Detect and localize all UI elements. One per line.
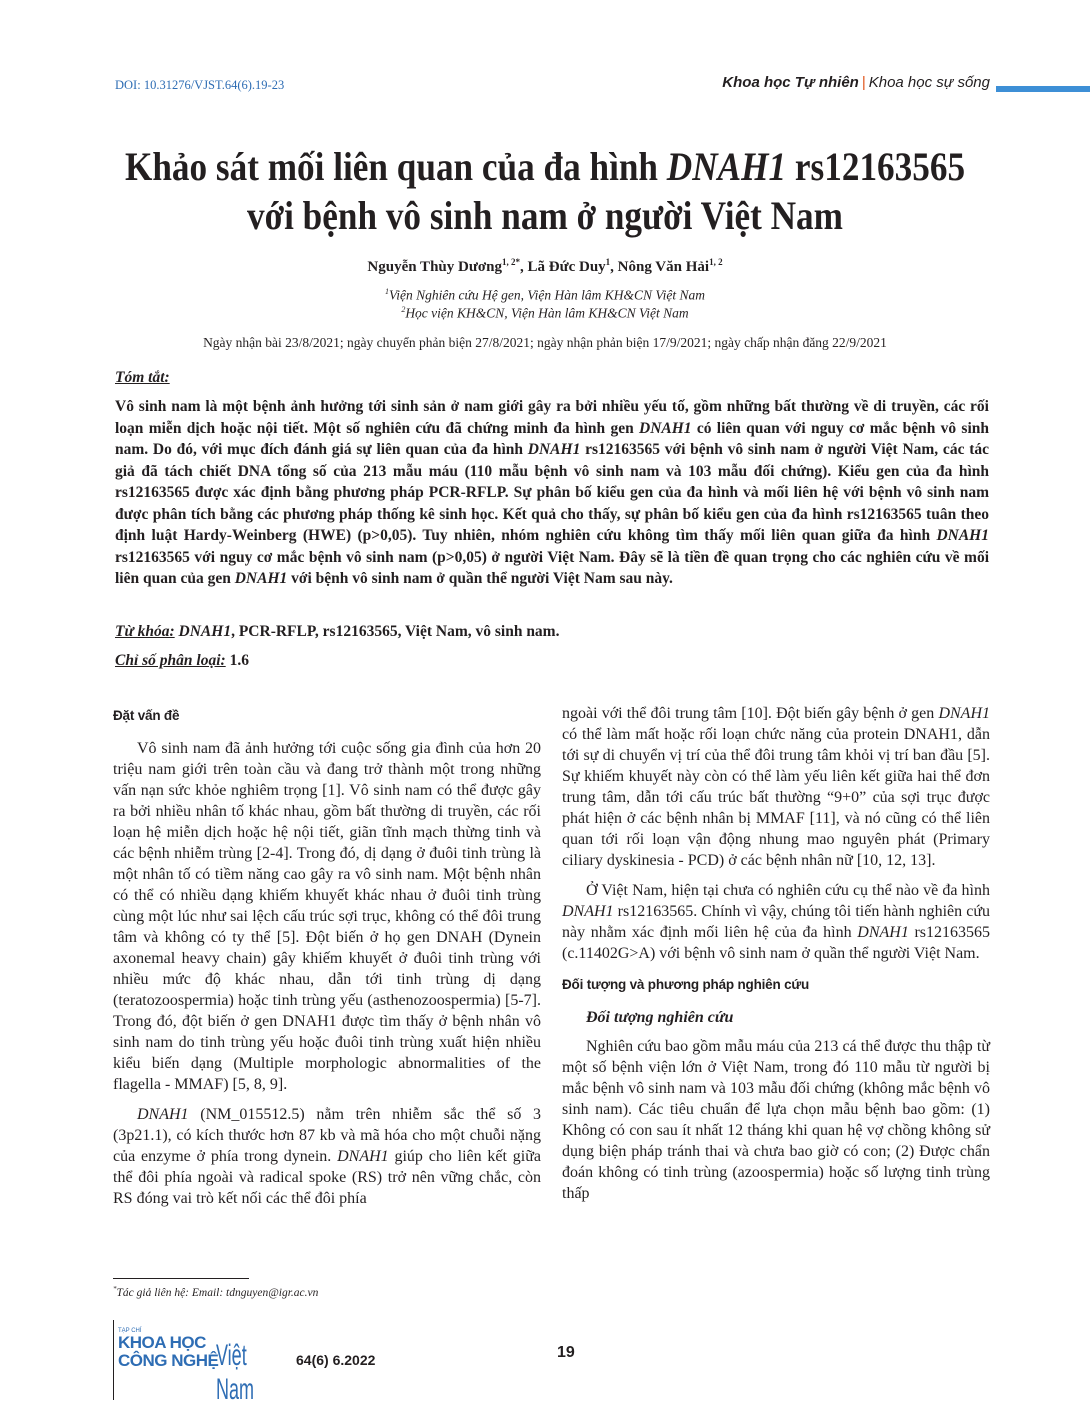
affiliation-1: $^1$Viện Nghiên cứu Hệ gen, Viện Hàn lâm KH&CN Việt Nam: [385, 287, 705, 303]
intro-paragraph-4: Ở Việt Nam, hiện tại chưa có nghiên cứu cụ thể nào về đa hình DNAH1 rs12163565. Chính vì vậy, chúng tôi tiến hành nghiên cứu này nhằm xác định mối liên hệ của đa hình DNAH1 rs12163565 (c.11402G>A) với bệnh vô sinh nam ở quần thể người Việt Nam.: [562, 882, 991, 962]
section-heading-intro: Đặt vấn đề: [113, 708, 180, 723]
abstract-text: Vô sinh nam là một bệnh ảnh hưởng tới sinh sản ở nam giới gây ra bởi nhiều yếu tố, gồm những bất thường về di truyền, các rối loạn miễn dịch hoặc nội tiết. Một số nghiên cứu đã chứng minh đa hình gen DNAH1 có liên quan với nguy cơ mắc bệnh vô sinh nam. Do đó, với mục đích đánh giá sự liên quan của đa hình DNAH1 rs12163565 với bệnh vô sinh nam ở người Việt Nam, các tác giả đã tách chiết DNA tổng số của 213 mẫu máu (110 mẫu bệnh vô sinh nam và 103 mẫu đối chứng). Kiểu gen của đa hình rs12163565 được xác định bằng phương pháp PCR-RFLP. Sự phân bố kiểu gen của đa hình và mối liên hệ với bệnh vô sinh nam được phân tích bằng các phương pháp thống kê sinh học. Kết quả cho thấy, sự phân bố kiểu gen của đa hình rs12163565 tuân theo định luật Hardy-Weinberg (HWE) (p>0,05). Tuy nhiên, nhóm nghiên cứu không tìm thấy mối liên quan giữa đa hình DNAH1 rs12163565 với nguy cơ mắc bệnh vô sinh nam (p>0,05) ở người Việt Nam. Đây sẽ là tiền đề quan trọng cho các nghiên cứu về mối liên quan của gen DNAH1 với bệnh vô sinh nam ở quần thể người Việt Nam sau này.: [115, 398, 990, 587]
footnote-divider: [113, 1278, 249, 1279]
right-column: [562, 703, 990, 1213]
keywords: Từ khóa: DNAH1, PCR-RFLP, rs12163565, Việt Nam, vô sinh nam.: [115, 623, 560, 640]
title-gene: DNAH1: [666, 144, 787, 189]
section-heading-methods: Đối tượng và phương pháp nghiên cứu: [562, 977, 810, 992]
corresponding-author-note: *Tác giả liên hệ: Email: tdnguyen@igr.ac.vn: [113, 1285, 319, 1299]
section-sub: Khoa học sự sống: [868, 74, 990, 91]
title-line-1: Khảo sát mối liên quan của đa hình DNAH1 rs12163565: [124, 144, 966, 189]
classification-label: Chỉ số phân loại:: [115, 652, 226, 669]
left-column: [113, 705, 541, 1218]
issue-number: 64(6) 6.2022: [296, 1352, 376, 1368]
section-main: Khoa học Tự nhiên: [722, 74, 859, 91]
header-accent-bar: [996, 86, 1090, 92]
section-header: [722, 74, 990, 91]
methods-paragraph-1: Nghiên cứu bao gồm mẫu máu của 213 cá thể được thu thập từ một số bệnh viện lớn ở Việt Nam, trong đó 110 mẫu từ người bị mắc bệnh vô sinh nam và 103 mẫu đối chứng (không mắc bệnh vô sinh nam). Các tiêu chuẩn để lựa chọn mẫu bệnh bao gồm: (1) Không có con sau ít nhất 12 tháng khi quan hệ vợ chồng không sử dụng biện pháp tránh thai và chưa bao giờ có con; (2) Được chẩn đoán không có tinh trùng (azoospermia) hoặc số lượng tinh trùng thấp: [562, 1038, 990, 1202]
abstract-label: Tóm tắt:: [115, 369, 170, 386]
journal-logo: TẠP CHÍ KHOA HỌC CÔNG NGHỆ Việt Nam: [118, 1328, 255, 1406]
author-1: Nguyễn Thùy Dương: [367, 259, 502, 275]
author-2: Lã Đức Duy: [527, 259, 606, 275]
affiliation-2: $^2$Học viện KH&CN, Viện Hàn lâm KH&CN Việt Nam: [401, 305, 689, 321]
intro-paragraph-3: ngoài với thể đôi trung tâm [10]. Đột biến gây bệnh ở gen DNAH1 có thể làm mất hoặc rối loạn chức năng của protein DNAH1, dẫn tới sự di chuyển vị trí của thể đôi trung tâm khỏi vị trí ban đầu [5]. Sự khiếm khuyết này còn có thể làm yếu liên kết giữa hai thể đơn trung tâm, dẫn tới cấu trúc bất thường “9+0” của sợi trục được phát hiện ở các bệnh nhân bị MMAF [11], và nó cũng có thể liên quan tới rối loạn vận động nhung mao nguyên phát (Primary ciliary dyskinesia - PCD) ở các bệnh nhân nữ [10, 12, 13].: [562, 705, 990, 869]
section-separator: |: [861, 74, 866, 91]
classification-value: 1.6: [229, 652, 249, 669]
author-list: Nguyễn Thùy Dương$^{1, 2*}$, Lã Đức Duy$^1$, Nông Văn Hải$^{1, 2}$: [367, 257, 723, 275]
subsection-heading-subjects: Đối tượng nghiên cứu: [586, 1009, 734, 1026]
intro-paragraph-2: DNAH1 (NM_015512.5) nằm trên nhiễm sắc thể số 3 (3p21.1), có kích thước hơn 87 kb và mã hóa cho một chuỗi nặng của enzyme ở phía trong dynein. DNAH1 giúp cho liên kết giữa thể đôi phía ngoài và radical spoke (RS) trở nên vững chắc, còn RS đóng vai trò kết nối các thể đôi phía: [113, 1106, 541, 1207]
footer-divider: [113, 1320, 114, 1400]
doi-text: DOI: 10.31276/VJST.64(6).19-23: [115, 78, 285, 92]
article-title: [118, 142, 972, 240]
keywords-label: Từ khóa:: [115, 623, 175, 640]
intro-paragraph-1: Vô sinh nam đã ảnh hưởng tới cuộc sống gia đình của hơn 20 triệu nam giới trên toàn cầu và đang trở thành một trong những vấn nạn sức khỏe nghiêm trọng [1]. Vô sinh nam có thể được gây ra bởi nhiều nhân tố khác nhau, gồm bất thường di truyền, các rối loạn hệ miễn dịch hoặc hệ nội tiết, giãn tĩnh mạch thừng tinh và các bệnh nhiễm trùng [2-4]. Trong đó, dị dạng ở đuôi tinh trùng là một nhân tố có tiềm năng cao gây ra vô sinh nam. Một bệnh nhân có thể có nhiều dạng khiếm khuyết khác nhau ở đuôi tinh trùng cùng một lúc như sai lệch cấu trúc sợi trục, không có thể đôi trung tâm và không có ty thể [5]. Đột biến ở họ gen DNAH (Dynein axonemal heavy chain) gây khiếm khuyết ở đuôi tinh trùng với nhiều mức độ khác nhau, dẫn tới tinh trùng dị dạng (teratozoospermia) hoặc tinh trùng yếu (asthenozoospermia) [5-7]. Trong đó, đột biến ở gen DNAH1 được tìm thấy ở bệnh nhân vô sinh nam do tinh trùng yếu hoặc đuôi tinh trùng xuất hiện nhiều kiểu biến dạng (Multiple morphologic abnormalities of the flagella - MMAF) [5, 8, 9].: [113, 740, 541, 1093]
page-number: 19: [557, 1344, 575, 1361]
author-3: Nông Văn Hải: [617, 259, 710, 275]
title-line-2: với bệnh vô sinh nam ở người Việt Nam: [247, 193, 843, 238]
submission-dates: Ngày nhận bài 23/8/2021; ngày chuyển phản biện 27/8/2021; ngày nhận phản biện 17/9/2021; ngày chấp nhận đăng 22/9/2021: [203, 335, 887, 350]
classification: [115, 652, 249, 670]
